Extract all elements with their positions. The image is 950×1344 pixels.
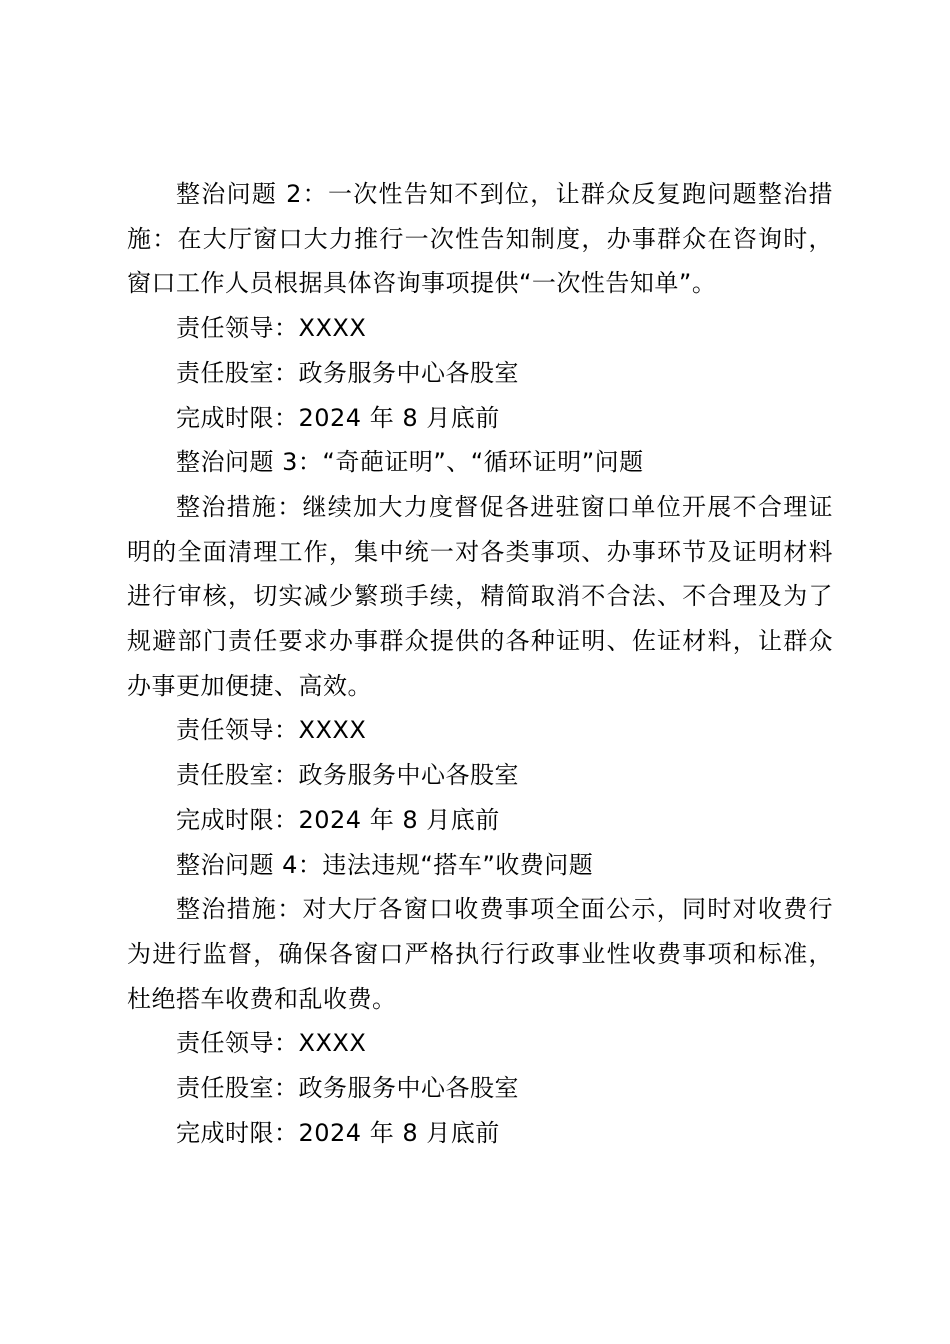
issue-2-office: 责任股室：政务服务中心各股室 [176,358,519,387]
issue-2-leader: 责任领导：XXXX [176,314,367,343]
issue-4-office: 责任股室：政务服务中心各股室 [176,1074,519,1103]
issue-3-title: 整治问题 3：“奇葩证明”、“循环证明”问题 [176,448,644,477]
issue-3-leader: 责任领导：XXXX [176,716,367,745]
issue-4-deadline: 完成时限：2024 年 8 月底前 [176,1118,500,1147]
issue-2-paragraph: 整治问题 2：一次性告知不到位，让群众反复跑问题整治措施：在大厅窗口大力推行一次性告知制度，办事群众在咨询时，窗口工作人员根据具体咨询事项提供“一次性告知单”。 [127,180,833,298]
issue-3-office: 责任股室：政务服务中心各股室 [176,761,519,790]
issue-3-deadline: 完成时限：2024 年 8 月底前 [176,805,500,834]
issue-4-leader: 责任领导：XXXX [176,1029,367,1058]
issue-2-deadline: 完成时限：2024 年 8 月底前 [176,403,500,432]
issue-4-measures: 整治措施：对大厅各窗口收费事项全面公示，同时对收费行为进行监督，确保各窗口严格执行行政事业性收费事项和标准，杜绝搭车收费和乱收费。 [127,895,833,1013]
issue-4-title: 整治问题 4：违法违规“搭车”收费问题 [176,850,594,879]
document-body [127,172,833,1155]
issue-3-measures: 整治措施：继续加大力度督促各进驻窗口单位开展不合理证明的全面清理工作，集中统一对各类事项、办事环节及证明材料进行审核，切实减少繁琐手续，精简取消不合法、不合理及为了规避部门责任要求办事群众提供的各种证明、佐证材料，让群众办事更加便捷、高效。 [127,492,833,700]
